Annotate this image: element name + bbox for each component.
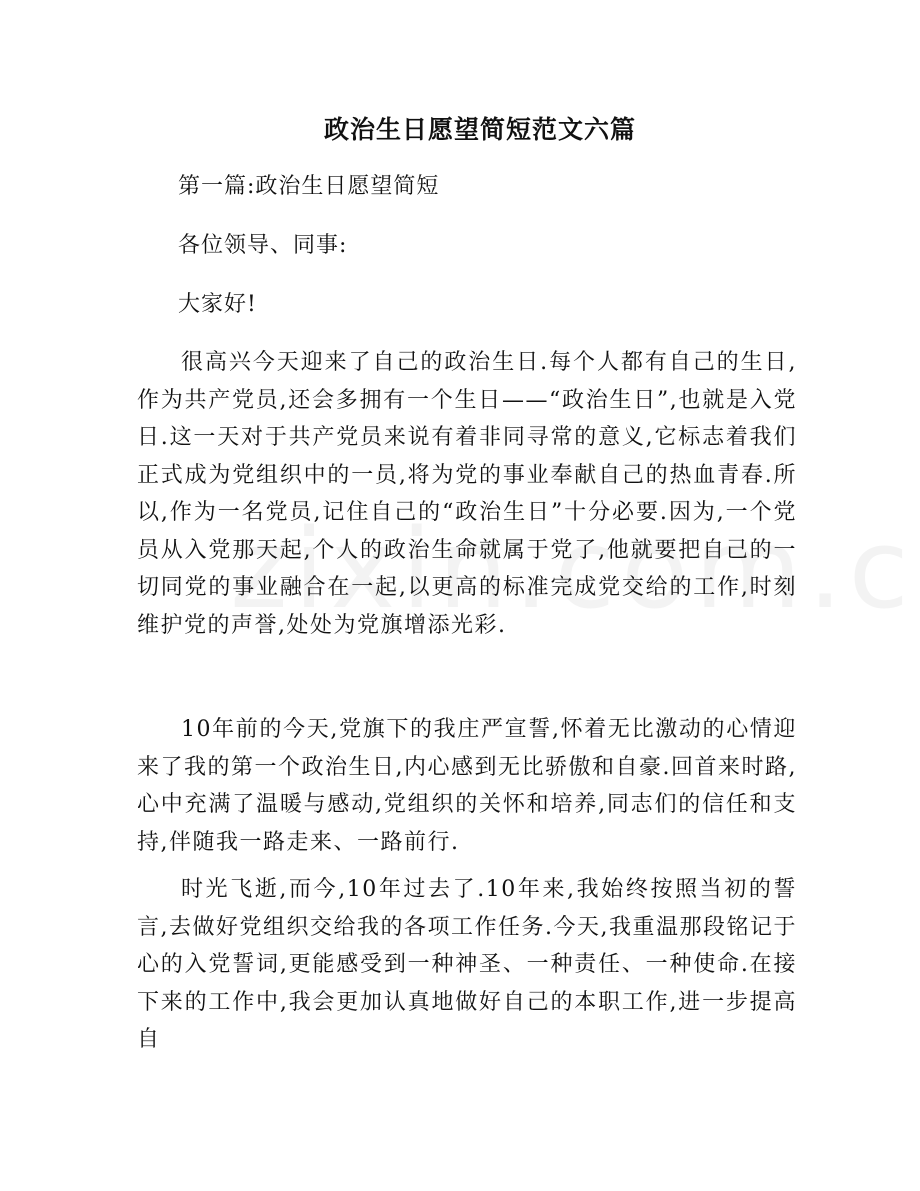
paragraph-1: 很高兴今天迎来了自己的政治生日.每个人都有自己的生日,作为共产党员,还会多拥有一个生日——“政治生日”,也就是入党日.这一天对于共产党员来说有着非同寻常的意义,它标志着我们正式成为党组织中的一员,将为党的事业奉献自己的热血青春.所以,作为一名党员,记住自己的“政治生日”十分必要.因为,一个党员从入党那天起,个人的政治生命就属于党了,他就要把自己的一切同党的事业融合在一起,以更高的标准完成党交给的工作,时刻维护党的声誉,处处为党旗增添光彩. — [137, 350, 797, 638]
paragraph-2: 10年前的今天,党旗下的我庄严宣誓,怀着无比激动的心情迎来了我的第一个政治生日,内心感到无比骄傲和自豪.回首来时路,心中充满了温暖与感动,党组织的关怀和培养,同志们的信任和支持,伴随我一路走来、一路前行. — [137, 717, 797, 855]
greeting: 大家好! — [178, 292, 257, 317]
paragraph-3: 时光飞逝,而今,10年过去了.10年来,我始终按照当初的誓言,去做好党组织交给我的各项工作任务.今天,我重温那段铭记于心的入党誓词,更能感受到一种神圣、一种责任、一种使命.在接下来的工作中,我会更加认真地做好自己的本职工作,进一步提高自 — [137, 877, 797, 1052]
section-heading: 第一篇:政治生日愿望简短 — [178, 174, 440, 199]
salutation: 各位领导、同事: — [178, 233, 348, 258]
document-title: 政治生日愿望简短范文六篇 — [323, 115, 636, 144]
